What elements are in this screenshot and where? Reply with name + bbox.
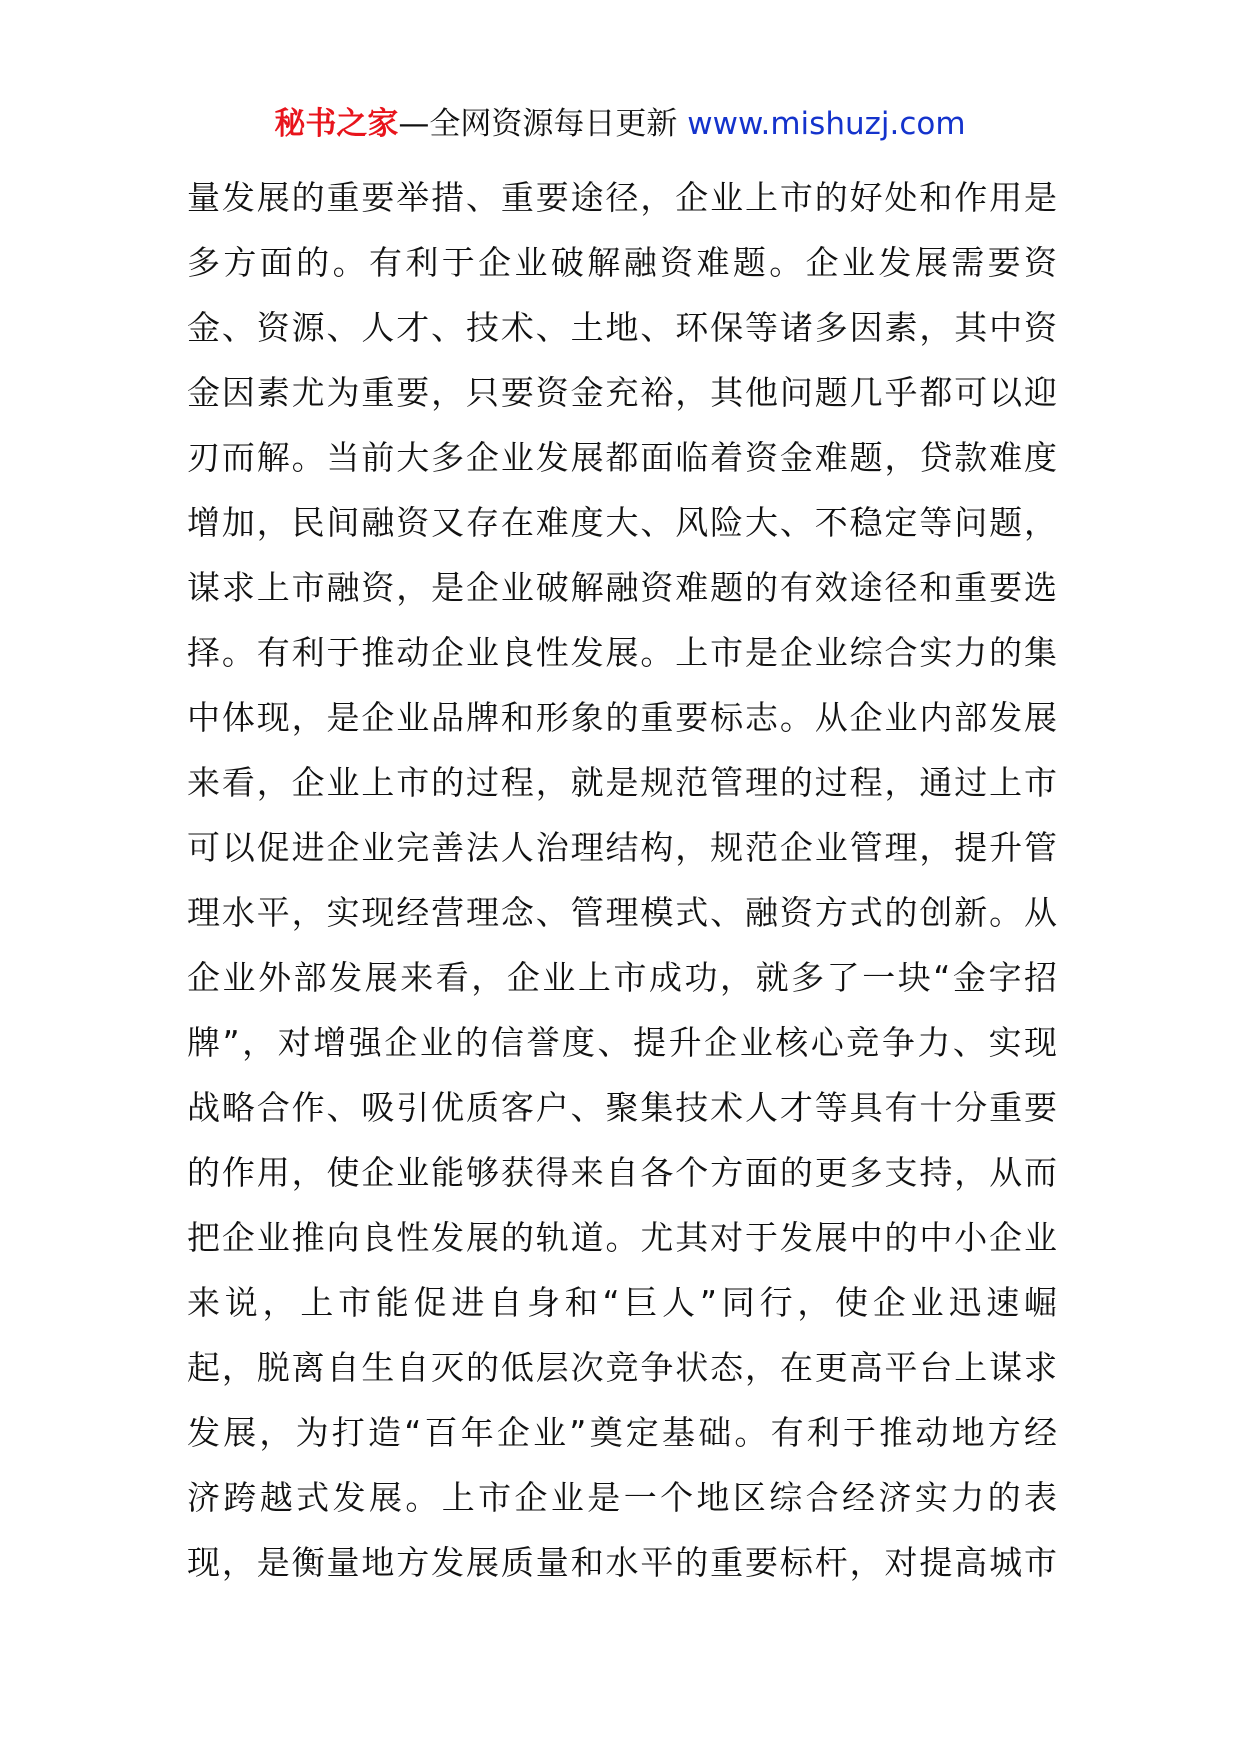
text-line: 起，脱离自生自灭的低层次竞争状态，在更高平台上谋求 xyxy=(187,1348,1057,1387)
text-line: 量发展的重要举措、重要途径，企业上市的好处和作用是 xyxy=(187,178,1057,217)
text-line: 来看，企业上市的过程，就是规范管理的过程，通过上市 xyxy=(187,763,1057,802)
page-header xyxy=(0,102,1240,146)
text-line: 金、资源、人才、技术、土地、环保等诸多因素，其中资 xyxy=(187,308,1057,347)
header-brand: 秘书之家 xyxy=(274,106,399,142)
header-tagline: —全网资源每日更新 xyxy=(398,106,678,142)
text-line: 来说，上市能促进自身和“巨人”同行，使企业迅速崛 xyxy=(187,1283,1057,1322)
text-line: 可以促进企业完善法人治理结构，规范企业管理，提升管 xyxy=(187,828,1057,867)
text-line: 把企业推向良性发展的轨道。尤其对于发展中的中小企业 xyxy=(187,1218,1057,1257)
body-text xyxy=(187,165,1057,1595)
text-line: 择。有利于推动企业良性发展。上市是企业综合实力的集 xyxy=(187,633,1057,672)
text-line: 刃而解。当前大多企业发展都面临着资金难题，贷款难度 xyxy=(187,438,1057,477)
text-line: 的作用，使企业能够获得来自各个方面的更多支持，从而 xyxy=(187,1153,1057,1192)
text-line: 济跨越式发展。上市企业是一个地区综合经济实力的表 xyxy=(187,1478,1057,1517)
text-line: 战略合作、吸引优质客户、聚集技术人才等具有十分重要 xyxy=(187,1088,1057,1127)
text-line: 增加，民间融资又存在难度大、风险大、不稳定等问题， xyxy=(187,503,1057,542)
header-url[interactable]: www.mishuzj.com xyxy=(687,106,966,142)
text-line: 企业外部发展来看，企业上市成功，就多了一块“金字招 xyxy=(187,958,1057,997)
text-line: 谋求上市融资，是企业破解融资难题的有效途径和重要选 xyxy=(187,568,1057,607)
text-line: 金因素尤为重要，只要资金充裕，其他问题几乎都可以迎 xyxy=(187,373,1057,412)
text-line: 发展，为打造“百年企业”奠定基础。有利于推动地方经 xyxy=(187,1413,1057,1452)
text-line: 现，是衡量地方发展质量和水平的重要标杆，对提高城市 xyxy=(187,1543,1057,1582)
text-line: 理水平，实现经营理念、管理模式、融资方式的创新。从 xyxy=(187,893,1057,932)
text-line: 多方面的。有利于企业破解融资难题。企业发展需要资 xyxy=(187,243,1057,282)
text-line: 牌”，对增强企业的信誉度、提升企业核心竞争力、实现 xyxy=(187,1023,1057,1062)
text-line: 中体现，是企业品牌和形象的重要标志。从企业内部发展 xyxy=(187,698,1057,737)
